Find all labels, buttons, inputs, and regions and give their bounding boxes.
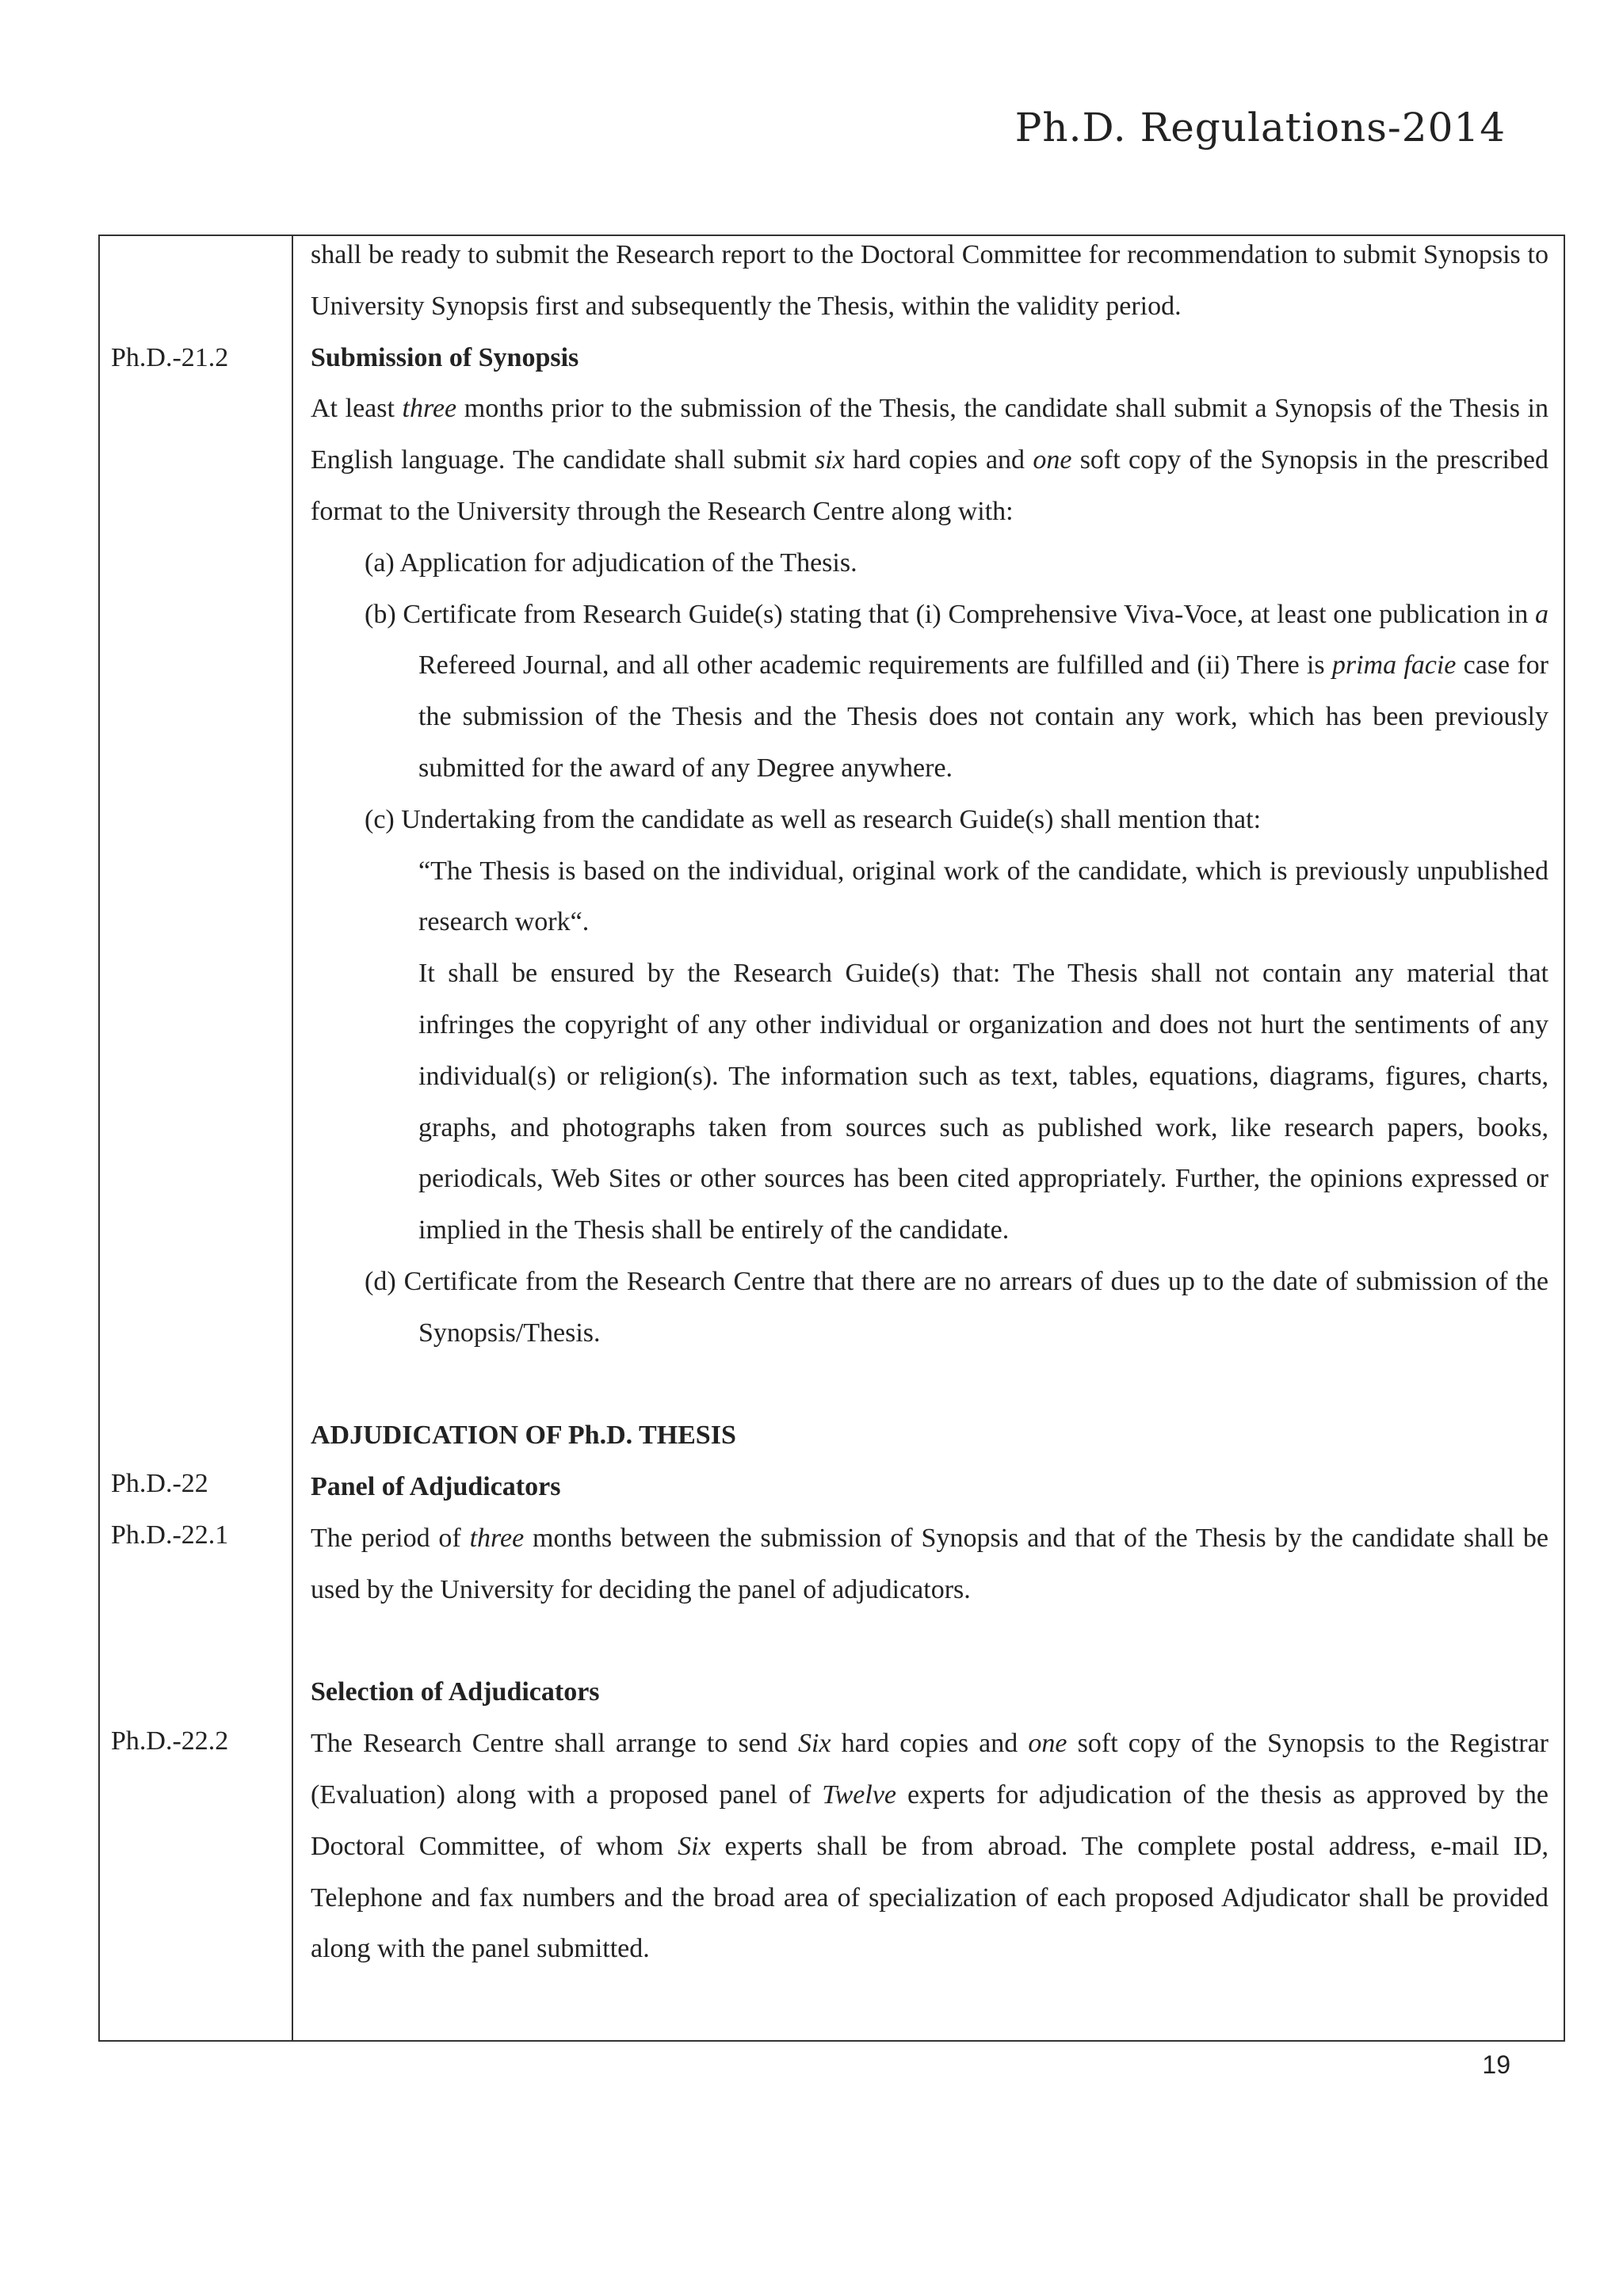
page-header-title: Ph.D. Regulations-2014 — [1014, 105, 1506, 151]
table-column-divider — [292, 235, 293, 2042]
clause-label-22-2: Ph.D.-22.2 — [111, 1726, 229, 1756]
heading-adjudication: ADJUDICATION OF Ph.D. THESIS — [311, 1421, 736, 1451]
list-item-a: (a) Application for adjudication of the Thesis. — [365, 547, 857, 578]
clause-label-22: Ph.D.-22 — [111, 1469, 208, 1498]
spacer — [311, 1360, 1549, 1411]
selection-paragraph: The Research Centre shall arrange to send Six hard copies and one soft copy of the Synopsis to the Registrar (Evaluation) along with a proposed panel of Twelve experts for adjudication of the thesis as approved by the Doctoral Committee, of whom Six experts shall be from abroad. The complete postal address, e-mail ID, Telephone and fax numbers and the broad area of specialization of each proposed Adjudicator shall be provided along with the panel submitted. — [311, 1729, 1549, 1964]
list-item-b: (b) Certificate from Research Guide(s) stating that (i) Comprehensive Viva-Voce, at least one publication in a Refereed Journal, and all other academic requirements are fulfilled and (ii) There is prima facie case for the submission of the Thesis and the Thesis does not contain any work, which has been previously submitted for the award of any Degree anywhere. — [365, 599, 1549, 783]
page-number: 19 — [1482, 2050, 1510, 2079]
synopsis-paragraph: At least three months prior to the submission of the Thesis, the candidate shall submit a Synopsis of the Thesis in English language. The candidate shall submit six hard copies and one soft copy of the Synopsis in the prescribed format to the University through the Research Centre along with: — [311, 394, 1549, 526]
list-item-c: (c) Undertaking from the candidate as well as research Guide(s) shall mention that: — [365, 804, 1262, 834]
heading-submission-of-synopsis: Submission of Synopsis — [311, 342, 579, 372]
regulation-content — [311, 230, 1549, 1975]
heading-selection-of-adjudicators: Selection of Adjudicators — [311, 1677, 600, 1707]
intro-paragraph: shall be ready to submit the Research report to the Doctoral Committee for recommendation to submit Synopsis to University Synopsis first and subsequently the Thesis, within the validity period. — [311, 240, 1549, 321]
list-item-c-quote: “The Thesis is based on the individual, original work of the candidate, which is previously unpublished research work“. — [418, 856, 1549, 937]
heading-panel-of-adjudicators: Panel of Adjudicators — [311, 1472, 561, 1502]
list-item-d: (d) Certificate from the Research Centre that there are no arrears of dues up to the date of submission of the Synopsis/Thesis. — [365, 1266, 1549, 1348]
clause-label-21-2: Ph.D.-21.2 — [111, 343, 229, 372]
clause-label-22-1: Ph.D.-22.1 — [111, 1520, 229, 1550]
spacer — [311, 1616, 1549, 1668]
list-item-c-paragraph: It shall be ensured by the Research Guide(s) that: The Thesis shall not contain any material that infringes the copyright of any other individual or organization and does not hurt the sentiments of any individual(s) or religion(s). The information such as text, tables, equations, diagrams, figures, charts, graphs, and photographs taken from sources such as published work, like research papers, books, periodicals, Web Sites or other sources has been cited appropriately. Further, the opinions expressed or implied in the Thesis shall be entirely of the candidate. — [418, 959, 1549, 1245]
panel-paragraph: The period of three months between the submission of Synopsis and that of the Thesis by the candidate shall be used by the University for deciding the panel of adjudicators. — [311, 1523, 1549, 1604]
